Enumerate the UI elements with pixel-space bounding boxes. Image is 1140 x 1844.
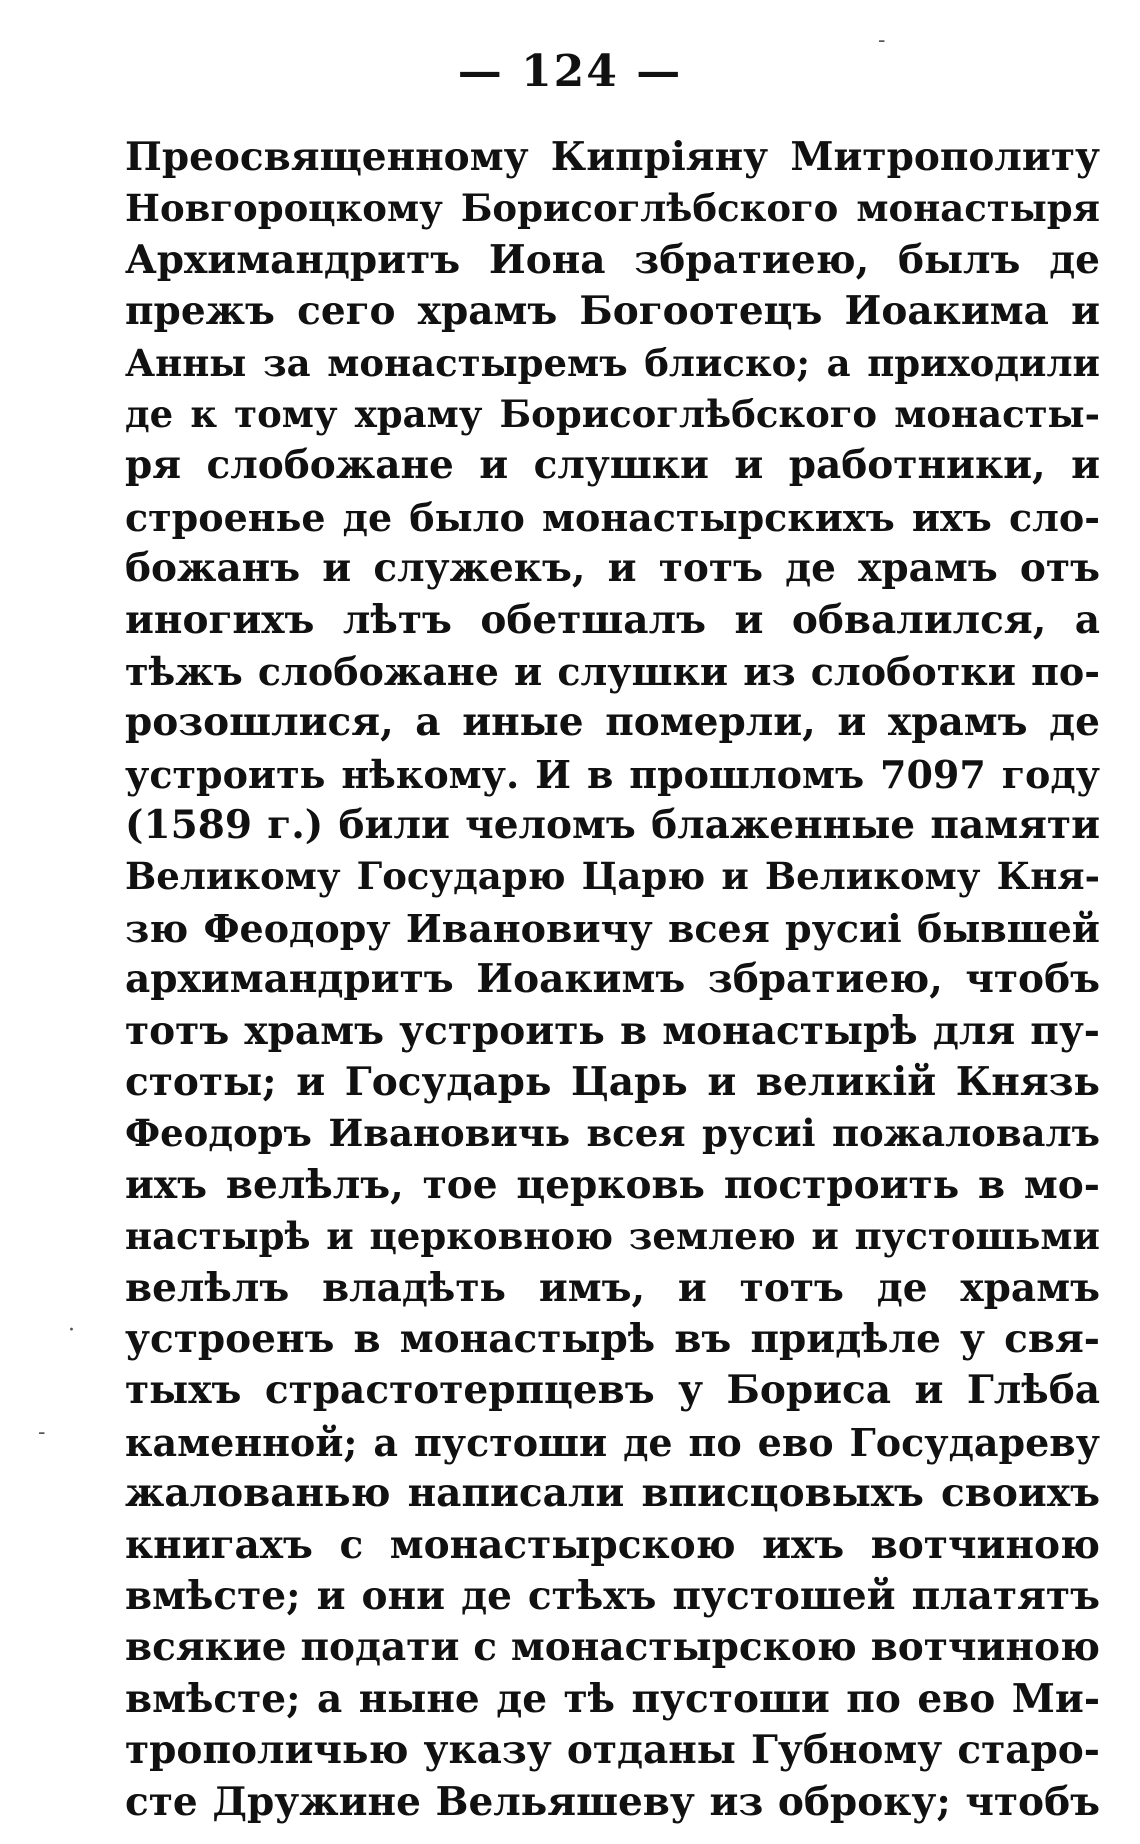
- text-line: тѣжъ слобожане и слушки из слоботки по-: [125, 648, 1100, 694]
- text-line: прежъ сего храмъ Богоотецъ Иоакима и: [125, 288, 1100, 335]
- text-line: (1589 г.) били челомъ блаженные памяти: [125, 802, 1100, 849]
- corner-dash: -: [878, 28, 886, 53]
- text-line: Феодоръ Ивановичь всея русиі пожаловалъ: [125, 1111, 1100, 1156]
- text-line: вмѣсте; и они де стѣхъ пустошей платятъ: [125, 1572, 1100, 1619]
- text-line: божанъ и служекъ, и тотъ де храмъ отъ: [125, 545, 1100, 592]
- text-line: книгахъ с монастырскою ихъ вотчиною: [125, 1521, 1100, 1568]
- text-line: стоты; и Государь Царь и великій Князь: [125, 1059, 1100, 1106]
- text-line: зю Феодору Ивановичу всея русиі бывшей: [125, 905, 1100, 951]
- text-line: де к тому храму Борисоглѣбского монасты-: [125, 391, 1100, 436]
- text-line: иногихъ лѣтъ обетшалъ и обвалился, а: [125, 596, 1100, 643]
- text-line: Преосвященному Кипріяну Митрополиту: [125, 134, 1100, 180]
- text-line: тотъ храмъ устроить в монастырѣ для пу-: [125, 1007, 1100, 1054]
- text-line: ря слобожане и слушки и работники, и: [125, 442, 1100, 489]
- text-line: Новгороцкому Борисоглѣбского монастыря: [125, 186, 1100, 231]
- text-line: архимандритъ Иоакимъ збратиею, чтобъ: [125, 956, 1100, 1003]
- text-line: ихъ велѣлъ, тое церковь построить в мо-: [125, 1161, 1100, 1208]
- text-line: Великому Государю Царю и Великому Кня-: [125, 854, 1100, 899]
- text-line: трополичью указу отданы Губному старо-: [125, 1727, 1100, 1774]
- page-number: — 124 —: [457, 46, 683, 97]
- text-line: устроенъ в монастырѣ въ придѣле у свя-: [125, 1315, 1100, 1362]
- text-line: каменной; а пустоши де по ево Государеву: [125, 1419, 1100, 1465]
- text-line: вмѣсте; а ныне де тѣ пустоши по ево Ми-: [125, 1675, 1100, 1722]
- text-line: жалованью написали вписцовыхъ своихъ: [125, 1470, 1100, 1517]
- text-line: Архимандритъ Иона збратиею, былъ де: [125, 236, 1100, 283]
- text-line: Анны за монастыремъ блиско; а приходили: [125, 340, 1100, 385]
- text-line: сте Дружине Вельяшеву из оброку; чтобъ: [125, 1778, 1100, 1825]
- text-line: устроить нѣкому. И в прошломъ 7097 году: [125, 751, 1100, 797]
- text-line: строенье де было монастырскихъ ихъ сло-: [125, 494, 1100, 540]
- text-line: всякие подати с монастырскою вотчиною: [125, 1624, 1100, 1671]
- text-line: велѣлъ владѣть имъ, и тотъ де храмъ: [125, 1264, 1100, 1311]
- body-text: [125, 132, 1100, 1828]
- margin-dot: ·: [68, 1318, 75, 1343]
- text-line: тыхъ страстотерпцевъ у Бориса и Глѣба: [125, 1367, 1100, 1414]
- text-line: настырѣ и церковною землею и пустошьми: [125, 1214, 1100, 1259]
- text-line: розошлися, а иные померли, и храмъ де: [125, 699, 1100, 746]
- margin-dash: -: [38, 1420, 46, 1445]
